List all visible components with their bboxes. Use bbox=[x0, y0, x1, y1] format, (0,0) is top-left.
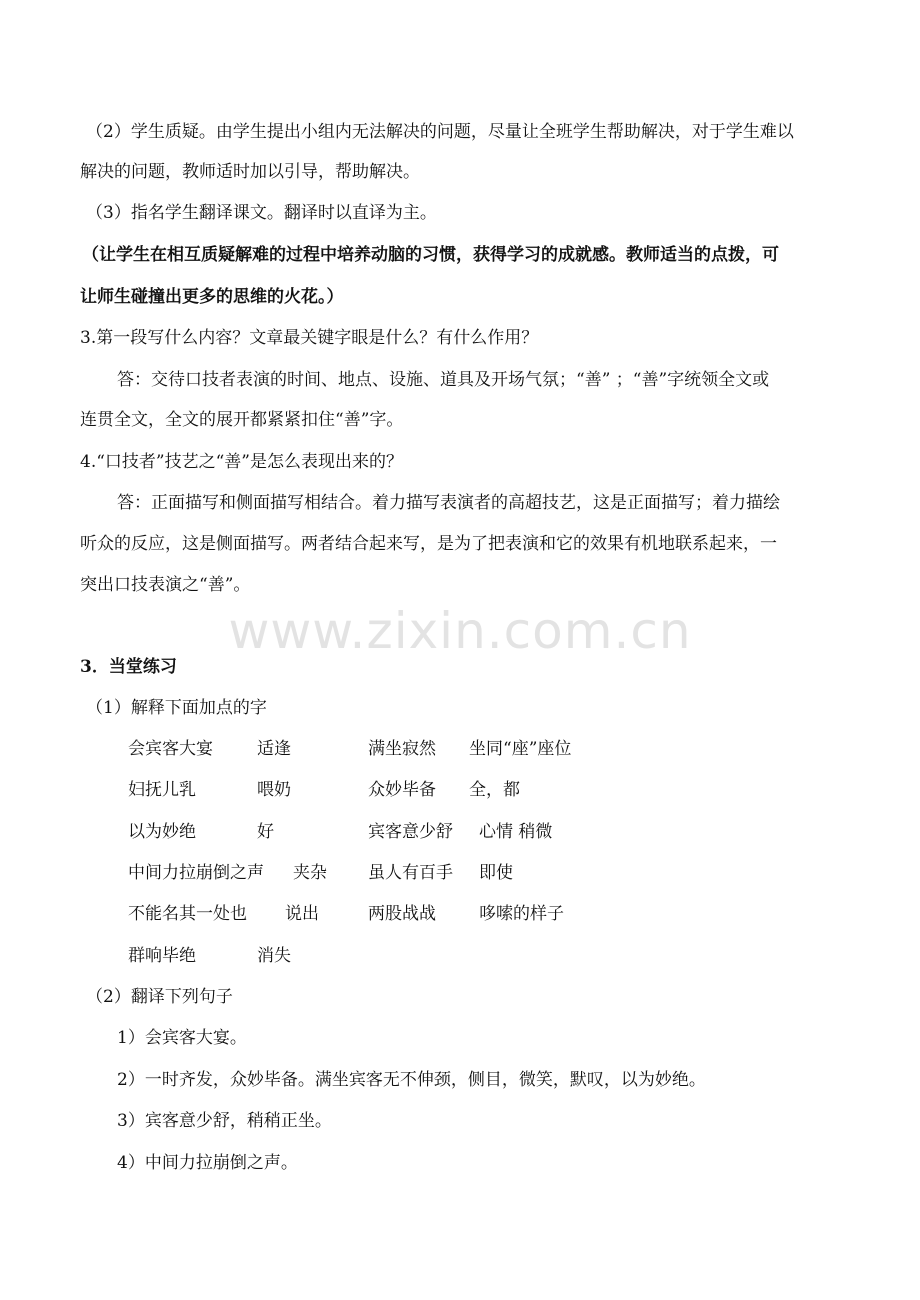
vocab-meaning: 适逢 bbox=[257, 739, 291, 759]
teaching-note-line1: （让学生在相互质疑解难的过程中培养动脑的习惯，获得学习的成就感。教师适当的点拨，可 bbox=[82, 245, 779, 265]
vocab-meaning: 坐同“座”座位 bbox=[469, 739, 572, 759]
vocab-phrase: 虽人有百手 bbox=[368, 863, 453, 883]
vocab-phrase: 会宾客大宴 bbox=[128, 739, 213, 759]
watermark: www.zixin.com.cn bbox=[228, 602, 692, 660]
answer-4-line3: 突出口技表演之“善”。 bbox=[80, 575, 251, 595]
question-3: 3.第一段写什么内容？文章最关键字眼是什么？有什么作用？ bbox=[80, 328, 539, 348]
answer-3-line2: 连贯全文，全文的展开都紧紧扣住“善”字。 bbox=[80, 410, 404, 430]
teaching-note-line2: 让师生碰撞出更多的思维的火花。） bbox=[80, 287, 344, 307]
vocab-meaning: 好 bbox=[257, 822, 274, 842]
question-4: 4.“口技者”技艺之“善”是怎么表现出来的？ bbox=[80, 452, 403, 472]
vocab-meaning: 喂奶 bbox=[257, 780, 291, 800]
vocab-meaning: 消失 bbox=[257, 946, 291, 966]
vocab-phrase: 群响毕绝 bbox=[128, 946, 196, 966]
translation-sentence-2: 2）一时齐发，众妙毕备。满坐宾客无不伸颈，侧目，微笑，默叹，以为妙绝。 bbox=[117, 1070, 706, 1090]
practice-part2-title: （2）翻译下列句子 bbox=[86, 987, 233, 1007]
answer-4-line1: 答：正面描写和侧面描写相结合。着力描写表演者的高超技艺，这是正面描写；着力描绘 bbox=[117, 493, 780, 513]
vocab-phrase: 两股战战 bbox=[368, 904, 436, 924]
vocab-meaning: 夹杂 bbox=[293, 863, 327, 883]
vocab-phrase: 中间力拉崩倒之声 bbox=[128, 863, 264, 883]
vocab-meaning: 即使 bbox=[479, 863, 513, 883]
vocab-phrase: 满坐寂然 bbox=[368, 739, 436, 759]
vocab-phrase: 宾客意少舒 bbox=[368, 822, 453, 842]
vocab-phrase: 妇抚儿乳 bbox=[128, 780, 196, 800]
vocab-phrase: 不能名其一处也 bbox=[128, 904, 247, 924]
paragraph-student-questions-line1: （2）学生质疑。由学生提出小组内无法解决的问题，尽量让全班学生帮助解决，对于学生难以 bbox=[86, 122, 794, 142]
answer-4-line2: 听众的反应，这是侧面描写。两者结合起来写，是为了把表演和它的效果有机地联系起来，一 bbox=[80, 534, 777, 554]
vocab-phrase: 众妙毕备 bbox=[368, 780, 436, 800]
vocab-meaning: 说出 bbox=[285, 904, 319, 924]
translation-sentence-4: 4）中间力拉崩倒之声。 bbox=[117, 1153, 298, 1173]
practice-part1-title: （1）解释下面加点的字 bbox=[86, 698, 267, 718]
translation-sentence-1: 1）会宾客大宴。 bbox=[117, 1028, 247, 1048]
paragraph-translate-text: （3）指名学生翻译课文。翻译时以直译为主。 bbox=[86, 203, 437, 223]
answer-3-line1: 答：交待口技者表演的时间、地点、设施、道具及开场气氛；“善” ；“善”字统领全文或 bbox=[117, 370, 770, 390]
vocab-meaning: 哆嗦的样子 bbox=[479, 904, 564, 924]
practice-heading: 3．当堂练习 bbox=[80, 657, 177, 677]
vocab-meaning: 全，都 bbox=[469, 780, 520, 800]
paragraph-student-questions-line2: 解决的问题，教师适时加以引导，帮助解决。 bbox=[80, 162, 420, 182]
translation-sentence-3: 3）宾客意少舒，稍稍正坐。 bbox=[117, 1111, 332, 1131]
vocab-phrase: 以为妙绝 bbox=[128, 822, 196, 842]
vocab-meaning: 心情 稍微 bbox=[479, 822, 553, 842]
